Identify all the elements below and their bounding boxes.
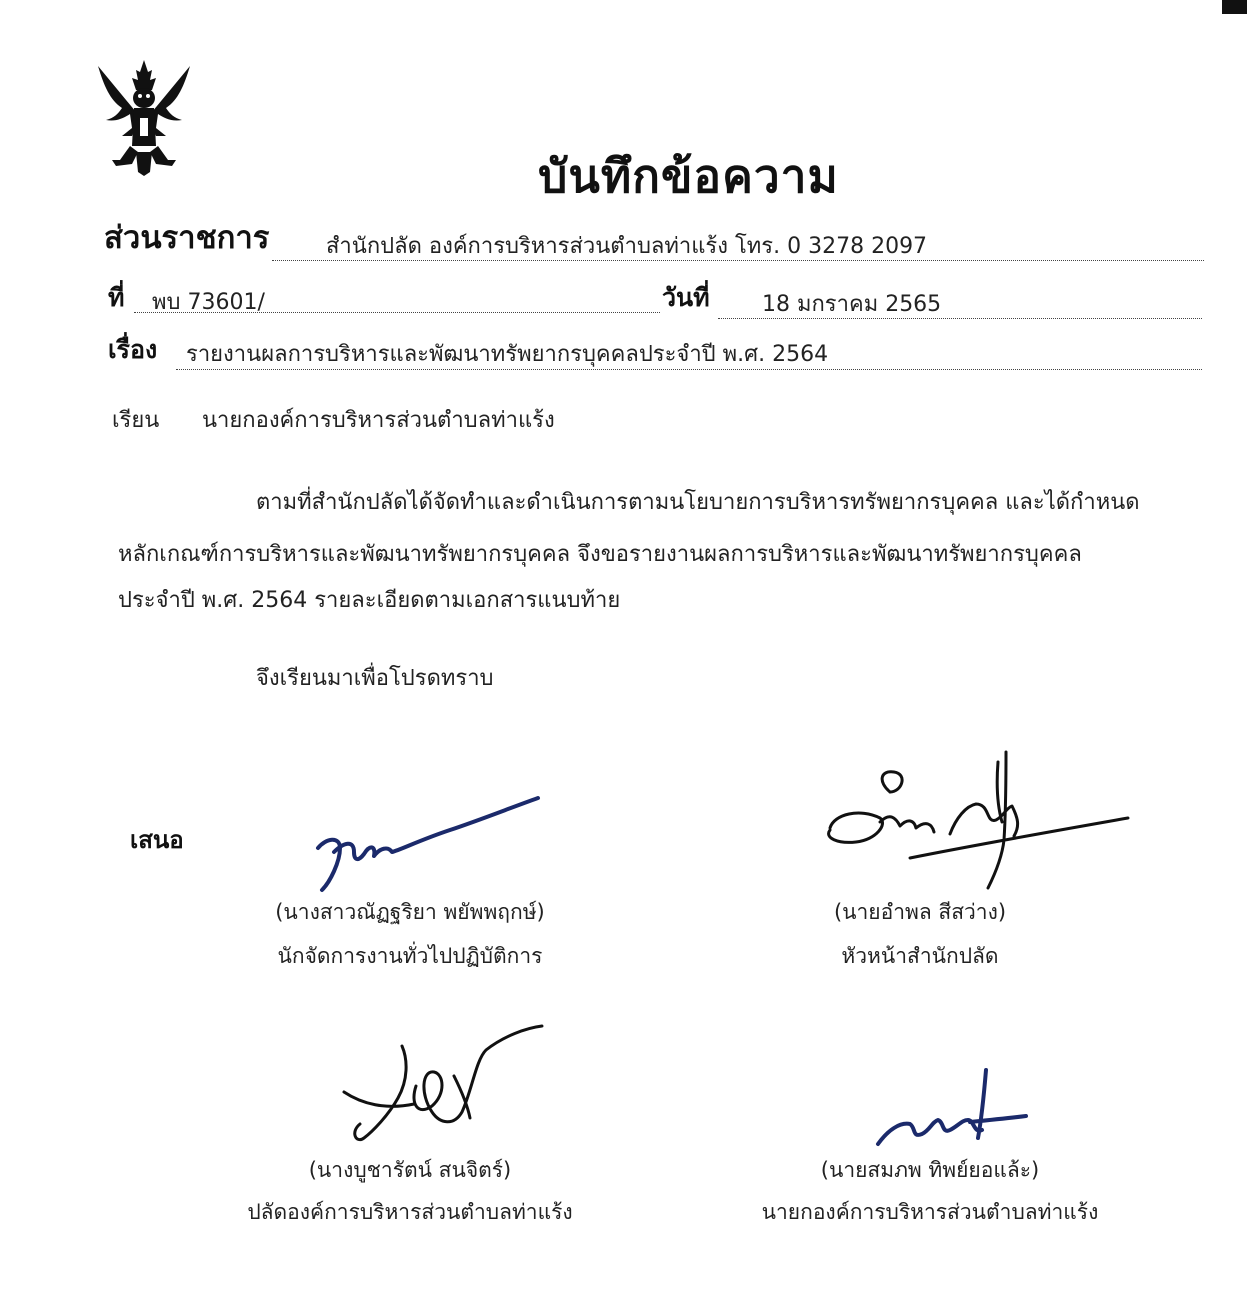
ref-label: ที่ xyxy=(108,283,125,312)
subject-label: เรื่อง xyxy=(108,335,158,364)
date-value: 18 มกราคม 2565 xyxy=(762,292,942,317)
salutation-label: เรียน xyxy=(112,408,160,433)
signature-3-handwriting xyxy=(336,1020,556,1150)
subject-dotted-line xyxy=(176,369,1202,370)
page-corner-mark xyxy=(1222,0,1247,14)
propose-label: เสนอ xyxy=(130,826,184,854)
signature-1-position: นักจัดการงานทั่วไปปฏิบัติการ xyxy=(277,944,543,968)
signature-4-handwriting xyxy=(870,1064,1040,1154)
document-title: บันทึกข้อความ xyxy=(538,149,839,203)
paragraph-line: ประจำปี พ.ศ. 2564 รายละเอียดตามเอกสารแนบท้าย xyxy=(118,588,621,613)
ref-value: พบ 73601/ xyxy=(152,290,265,315)
ref-dotted-line xyxy=(134,312,660,313)
signature-4-position: นายกองค์การบริหารส่วนตำบลท่าแร้ง xyxy=(761,1200,1099,1224)
signature-3-position: ปลัดองค์การบริหารส่วนตำบลท่าแร้ง xyxy=(247,1200,573,1224)
signature-2-position: หัวหน้าสำนักปลัด xyxy=(841,944,999,968)
signature-4-name: (นายสมภพ ทิพย์ยอแล้ะ) xyxy=(820,1158,1040,1182)
signature-1-name: (นางสาวณัฏฐริยา พยัพพฤกษ์) xyxy=(275,900,545,924)
date-dotted-line xyxy=(718,318,1202,319)
salutation-value: นายกองค์การบริหารส่วนตำบลท่าแร้ง xyxy=(202,408,555,433)
agency-label: ส่วนราชการ xyxy=(104,220,270,256)
agency-dotted-line xyxy=(272,260,1204,261)
date-label: วันที่ xyxy=(662,283,710,312)
agency-value: สำนักปลัด องค์การบริหารส่วนตำบลท่าแร้ง โทร. 0 3278 2097 xyxy=(326,234,928,259)
signature-3-name: (นางบูชารัตน์ สนจิตร์) xyxy=(308,1158,512,1182)
paragraph-line: ตามที่สำนักปลัดได้จัดทำและดำเนินการตามนโยบายการบริหารทรัพยากรบุคคล และได้กำหนด xyxy=(256,490,1140,515)
subject-value: รายงานผลการบริหารและพัฒนาทรัพยากรบุคคลประจำปี พ.ศ. 2564 xyxy=(186,342,829,367)
paragraph-line: หลักเกณฑ์การบริหารและพัฒนาทรัพยากรบุคคล จึงขอรายงานผลการบริหารและพัฒนาทรัพยากรบุคคล xyxy=(118,542,1082,567)
signature-1-handwriting xyxy=(300,790,550,900)
signature-2-handwriting xyxy=(820,748,1140,898)
signature-2-name: (นายอำพล สีสว่าง) xyxy=(833,900,1007,924)
closing-text: จึงเรียนมาเพื่อโปรดทราบ xyxy=(256,666,494,691)
